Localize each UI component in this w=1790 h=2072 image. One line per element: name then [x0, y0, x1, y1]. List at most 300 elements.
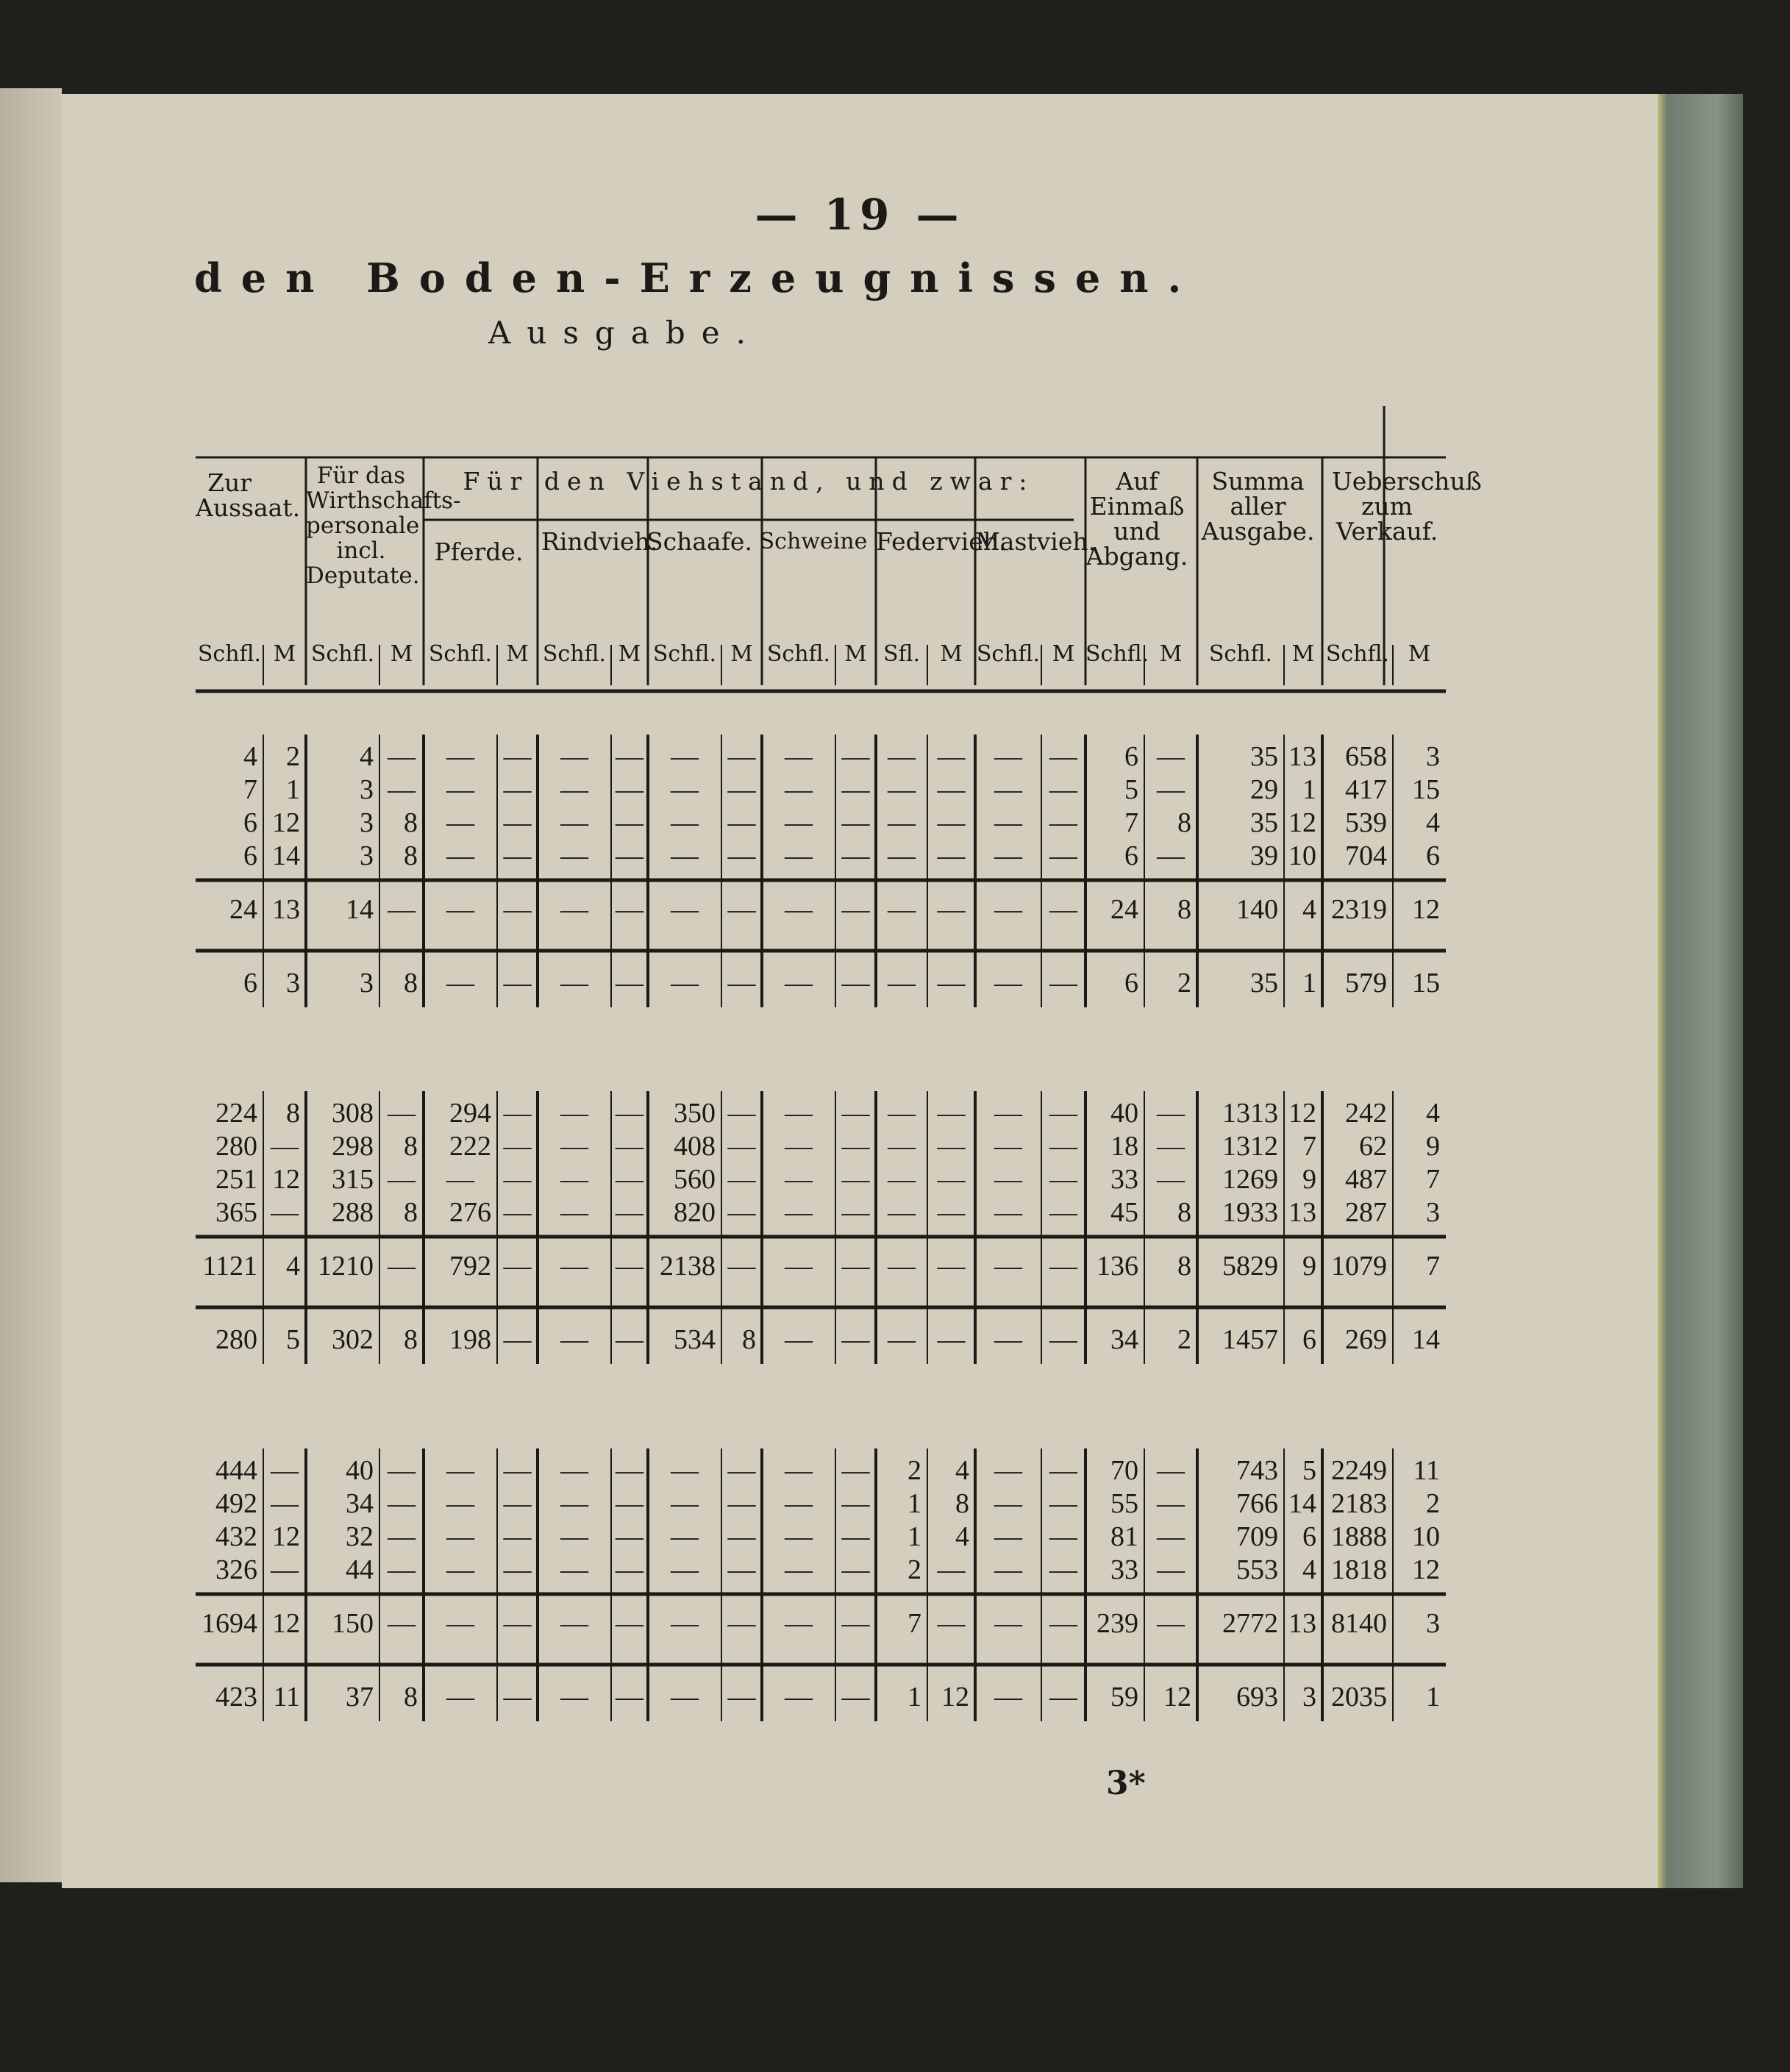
data-cell: 1269 [1222, 1164, 1278, 1195]
data-cell: — [671, 1554, 699, 1585]
data-cell: — [446, 774, 474, 805]
data-cell: — [888, 807, 916, 838]
total-cell: 150 [332, 1608, 374, 1639]
data-cell: 9 [1426, 1131, 1440, 1162]
data-cell: — [1049, 1164, 1077, 1195]
data-cell: — [1049, 741, 1077, 772]
data-cell: — [503, 840, 532, 871]
total-cell: — [446, 1608, 474, 1639]
average-cell: — [994, 1324, 1022, 1355]
data-cell: — [671, 1488, 699, 1519]
data-cell: — [1049, 807, 1077, 838]
data-cell: 8 [404, 1131, 418, 1162]
data-cell: — [503, 1098, 532, 1129]
data-cell: — [503, 1131, 532, 1162]
total-cell: 5829 [1222, 1251, 1278, 1282]
average-cell: — [1049, 968, 1077, 999]
data-cell: 35 [1250, 741, 1278, 772]
data-cell: — [937, 774, 966, 805]
data-cell: — [560, 1197, 588, 1228]
data-cell: — [503, 774, 532, 805]
average-cell: — [616, 968, 643, 999]
average-cell: 8 [404, 1324, 418, 1355]
total-cell: 239 [1097, 1608, 1138, 1639]
data-cell: 288 [332, 1197, 374, 1228]
total-cell: — [671, 1608, 699, 1639]
data-cell: 294 [449, 1098, 491, 1129]
data-cell: 70 [1110, 1455, 1138, 1486]
total-cell: 14 [346, 894, 374, 925]
data-cell: 539 [1345, 807, 1387, 838]
average-cell: — [1049, 1324, 1077, 1355]
data-cell: 39 [1250, 840, 1278, 871]
data-cell: 3 [1426, 1197, 1440, 1228]
header-pigs: Schweine [759, 529, 868, 554]
total-cell: — [1049, 1251, 1077, 1282]
data-cell: — [785, 1554, 813, 1585]
unit-label: Schfl. [1208, 641, 1273, 667]
data-cell: — [271, 1197, 299, 1228]
average-cell: 6 [1302, 1324, 1316, 1355]
data-cell: — [503, 1488, 532, 1519]
data-cell: 12 [1412, 1554, 1440, 1585]
data-cell: 44 [346, 1554, 374, 1585]
data-cell: 10 [1412, 1521, 1440, 1552]
data-cell: — [785, 1521, 813, 1552]
average-cell: — [560, 968, 588, 999]
data-cell: 40 [346, 1455, 374, 1486]
data-cell: 6 [243, 840, 257, 871]
data-cell: 308 [332, 1098, 374, 1129]
data-cell: — [1049, 1455, 1077, 1486]
data-cell: — [560, 1098, 588, 1129]
unit-label: M [390, 641, 413, 667]
data-cell: 553 [1236, 1554, 1278, 1585]
data-cell: 492 [215, 1488, 257, 1519]
data-cell: — [503, 1554, 532, 1585]
data-cell: — [616, 840, 643, 871]
total-cell: 7 [908, 1608, 921, 1639]
header-surplus: Ueberschuß zum Verkauf. [1332, 467, 1482, 546]
data-cell: 1 [908, 1521, 921, 1552]
data-cell: 29 [1250, 774, 1278, 805]
data-cell: 658 [1345, 741, 1387, 772]
data-cell: — [1049, 1197, 1077, 1228]
data-cell: — [937, 807, 966, 838]
total-cell: 13 [272, 894, 300, 925]
data-cell: 251 [215, 1164, 257, 1195]
data-cell: — [671, 807, 699, 838]
header-total-expenditure: Summa aller Ausgabe. [1201, 467, 1315, 546]
data-cell: — [503, 1521, 532, 1552]
unit-label: Schfl. [1325, 641, 1390, 667]
data-cell: — [388, 774, 416, 805]
average-cell: 2035 [1331, 1682, 1387, 1712]
data-cell: — [616, 774, 643, 805]
data-cell: — [785, 1197, 813, 1228]
data-cell: 4 [1302, 1554, 1316, 1585]
total-cell: — [841, 894, 870, 925]
data-cell: 15 [1412, 774, 1440, 805]
total-cell: 140 [1236, 894, 1278, 925]
data-cell: — [727, 1455, 756, 1486]
data-cell: 417 [1345, 774, 1387, 805]
data-cell: — [388, 1455, 416, 1486]
data-cell: 55 [1110, 1488, 1138, 1519]
data-cell: 62 [1359, 1131, 1387, 1162]
data-cell: — [785, 774, 813, 805]
data-cell: 326 [215, 1554, 257, 1585]
data-cell: — [616, 1197, 643, 1228]
data-cell: — [1157, 774, 1185, 805]
data-cell: 7 [1302, 1131, 1316, 1162]
data-cell: — [785, 741, 813, 772]
unit-label: Schfl. [976, 641, 1041, 667]
average-cell: 1 [1426, 1682, 1440, 1712]
data-cell: 4 [243, 741, 257, 772]
data-cell: 7 [243, 774, 257, 805]
data-cell: 6 [1124, 741, 1138, 772]
data-cell: — [503, 1455, 532, 1486]
total-cell: — [994, 1608, 1022, 1639]
average-cell: — [446, 1682, 474, 1712]
data-cell: — [841, 807, 870, 838]
data-cell: 709 [1236, 1521, 1278, 1552]
average-cell: — [785, 968, 813, 999]
data-cell: 5 [1302, 1455, 1316, 1486]
total-cell: — [503, 1251, 532, 1282]
data-cell: — [446, 1455, 474, 1486]
data-cell: — [446, 840, 474, 871]
total-cell: 8 [1177, 1251, 1191, 1282]
data-cell: 33 [1110, 1164, 1138, 1195]
data-cell: 560 [674, 1164, 716, 1195]
header-staff: Für das Wirthschafts-personale incl. Deputate. [306, 462, 461, 589]
data-cell: — [1049, 1554, 1077, 1585]
unit-label: Schfl. [310, 641, 375, 667]
average-cell: — [616, 1682, 643, 1712]
data-cell: — [1049, 774, 1077, 805]
data-cell: — [1049, 1131, 1077, 1162]
data-cell: 6 [1124, 840, 1138, 871]
data-cell: 13 [1288, 1197, 1316, 1228]
header-horses: Pferde. [434, 537, 524, 566]
total-cell: 3 [1426, 1608, 1440, 1639]
average-cell: 5 [286, 1324, 300, 1355]
data-cell: 40 [1110, 1098, 1138, 1129]
average-cell: 302 [332, 1324, 374, 1355]
data-cell: — [1157, 840, 1185, 871]
average-cell: — [727, 968, 756, 999]
data-cell: — [616, 1554, 643, 1585]
total-cell: — [503, 1608, 532, 1639]
data-cell: — [1049, 1488, 1077, 1519]
data-cell: — [616, 1098, 643, 1129]
data-cell: — [446, 1488, 474, 1519]
facing-page-edge [0, 88, 62, 1882]
data-cell: 33 [1110, 1554, 1138, 1585]
page-number: — 19 — [755, 190, 965, 240]
data-cell: 18 [1110, 1131, 1138, 1162]
data-cell: — [1157, 1455, 1185, 1486]
total-cell: — [616, 894, 643, 925]
data-cell: — [271, 1488, 299, 1519]
average-cell: — [560, 1324, 588, 1355]
data-cell: — [560, 807, 588, 838]
average-cell: 12 [941, 1682, 969, 1712]
unit-label: Sfl. [882, 641, 921, 667]
data-cell: — [271, 1455, 299, 1486]
data-cell: — [388, 1521, 416, 1552]
data-cell: — [560, 774, 588, 805]
data-cell: — [785, 1164, 813, 1195]
data-cell: 8 [404, 807, 418, 838]
data-cell: — [671, 1455, 699, 1486]
data-cell: 1 [1302, 774, 1316, 805]
data-cell: — [560, 1455, 588, 1486]
data-cell: — [841, 1098, 870, 1129]
data-cell: 1312 [1222, 1131, 1278, 1162]
total-cell: — [727, 894, 756, 925]
total-cell: — [841, 1608, 870, 1639]
average-cell: 6 [243, 968, 257, 999]
data-cell: 3 [360, 840, 374, 871]
data-cell: — [841, 1164, 870, 1195]
data-cell: 1 [908, 1488, 921, 1519]
data-cell: — [888, 1197, 916, 1228]
total-cell: — [560, 1608, 588, 1639]
average-cell: 37 [346, 1682, 374, 1712]
average-cell: — [888, 1324, 916, 1355]
average-cell: — [560, 1682, 588, 1712]
average-cell: 2 [1177, 968, 1191, 999]
total-cell: — [671, 894, 699, 925]
data-cell: — [727, 807, 756, 838]
unit-label: M [1052, 641, 1075, 667]
data-cell: — [616, 1164, 643, 1195]
total-cell: — [937, 1251, 966, 1282]
average-cell: 280 [215, 1324, 257, 1355]
data-cell: — [671, 1521, 699, 1552]
average-cell: 579 [1345, 968, 1387, 999]
data-cell: — [560, 1554, 588, 1585]
total-cell: — [1157, 1608, 1185, 1639]
average-cell: — [888, 968, 916, 999]
average-cell: 6 [1124, 968, 1138, 999]
data-cell: 8 [955, 1488, 969, 1519]
unit-label: M [1408, 641, 1431, 667]
data-cell: — [785, 1098, 813, 1129]
data-cell: — [888, 741, 916, 772]
data-cell: 3 [360, 807, 374, 838]
total-cell: 1121 [202, 1251, 257, 1282]
data-cell: — [560, 1521, 588, 1552]
average-cell: — [503, 968, 532, 999]
total-cell: 9 [1302, 1251, 1316, 1282]
header-seed: Zur Aussaat. [196, 468, 301, 522]
average-cell: 3 [1302, 1682, 1316, 1712]
total-cell: — [888, 1251, 916, 1282]
data-cell: — [994, 1197, 1022, 1228]
data-cell: 8 [404, 840, 418, 871]
data-cell: 766 [1236, 1488, 1278, 1519]
data-cell: — [888, 1131, 916, 1162]
data-cell: — [671, 774, 699, 805]
unit-label: Schfl. [428, 641, 493, 667]
data-cell: — [503, 1197, 532, 1228]
data-cell: — [785, 1131, 813, 1162]
data-cell: 408 [674, 1131, 716, 1162]
data-cell: — [888, 1164, 916, 1195]
total-cell: 12 [1412, 894, 1440, 925]
total-cell: 7 [1426, 1251, 1440, 1282]
header-loss: Auf Einmaß und Abgang. [1085, 467, 1188, 571]
running-title: den Boden-Erzeugnissen. [194, 254, 1201, 301]
total-cell: — [785, 1251, 813, 1282]
total-cell: — [1049, 1608, 1077, 1639]
data-cell: 242 [1345, 1098, 1387, 1129]
total-cell: 4 [286, 1251, 300, 1282]
data-cell: — [560, 741, 588, 772]
data-cell: 2 [908, 1554, 921, 1585]
data-cell: — [446, 1521, 474, 1552]
data-cell: 1 [286, 774, 300, 805]
data-cell: 81 [1110, 1521, 1138, 1552]
data-cell: — [727, 1488, 756, 1519]
total-cell: 2772 [1222, 1608, 1278, 1639]
data-cell: — [994, 774, 1022, 805]
unit-label: M [1159, 641, 1183, 667]
average-cell: — [503, 1682, 532, 1712]
signature-mark: 3* [1106, 1765, 1146, 1802]
data-cell: 4 [1426, 1098, 1440, 1129]
data-cell: — [616, 1455, 643, 1486]
average-cell: 269 [1345, 1324, 1387, 1355]
total-cell: — [616, 1251, 643, 1282]
average-cell: — [446, 968, 474, 999]
data-cell: 298 [332, 1131, 374, 1162]
data-cell: — [1157, 1554, 1185, 1585]
total-cell: 792 [449, 1251, 491, 1282]
data-cell: — [616, 741, 643, 772]
data-cell: — [388, 1164, 416, 1195]
data-cell: — [841, 1554, 870, 1585]
average-cell: — [785, 1324, 813, 1355]
data-cell: 4 [955, 1521, 969, 1552]
total-cell: — [727, 1608, 756, 1639]
unit-label: M [506, 641, 529, 667]
data-cell: 6 [1302, 1521, 1316, 1552]
data-cell: — [1157, 741, 1185, 772]
data-cell: — [616, 807, 643, 838]
header-livestock-group: Für den Viehstand, und zwar: [463, 467, 1035, 496]
data-cell: — [994, 807, 1022, 838]
data-cell: 280 [215, 1131, 257, 1162]
total-cell: — [937, 894, 966, 925]
data-cell: — [841, 741, 870, 772]
data-cell: — [446, 1164, 474, 1195]
average-cell: — [785, 1682, 813, 1712]
average-cell: 8 [404, 1682, 418, 1712]
total-cell: — [446, 894, 474, 925]
total-cell: — [388, 1251, 416, 1282]
unit-label: M [273, 641, 296, 667]
data-cell: 34 [346, 1488, 374, 1519]
total-cell: — [888, 894, 916, 925]
average-cell: 534 [674, 1324, 716, 1355]
data-cell: — [671, 840, 699, 871]
data-cell: — [560, 1164, 588, 1195]
average-cell: 1457 [1222, 1324, 1278, 1355]
data-cell: — [1049, 1521, 1077, 1552]
total-cell: — [616, 1608, 643, 1639]
data-cell: 4 [1426, 807, 1440, 838]
data-cell: 1888 [1331, 1521, 1387, 1552]
data-cell: — [727, 1098, 756, 1129]
data-cell: 2 [1426, 1488, 1440, 1519]
total-cell: 4 [1302, 894, 1316, 925]
data-cell: 14 [1288, 1488, 1316, 1519]
data-cell: 2249 [1331, 1455, 1387, 1486]
data-cell: 1933 [1222, 1197, 1278, 1228]
data-cell: — [937, 840, 966, 871]
unit-label: M [940, 641, 963, 667]
data-cell: — [785, 840, 813, 871]
data-cell: 8 [1177, 1197, 1191, 1228]
data-cell: — [727, 840, 756, 871]
data-cell: — [841, 1131, 870, 1162]
total-cell: — [503, 894, 532, 925]
data-cell: — [727, 1164, 756, 1195]
data-cell: — [560, 1488, 588, 1519]
data-cell: — [937, 1197, 966, 1228]
average-cell: 14 [1412, 1324, 1440, 1355]
data-cell: 444 [215, 1455, 257, 1486]
data-cell: 5 [1124, 774, 1138, 805]
average-cell: — [841, 1324, 870, 1355]
data-cell: 315 [332, 1164, 374, 1195]
data-cell: — [727, 1554, 756, 1585]
unit-label: M [844, 641, 867, 667]
header-poultry: Federvieh. [876, 527, 1007, 556]
data-cell: 365 [215, 1197, 257, 1228]
total-cell: — [388, 1608, 416, 1639]
data-cell: — [994, 840, 1022, 871]
average-cell: — [671, 1682, 699, 1712]
total-cell: — [841, 1251, 870, 1282]
data-cell: — [994, 1131, 1022, 1162]
data-cell: — [937, 741, 966, 772]
data-cell: — [888, 774, 916, 805]
data-cell: — [888, 1098, 916, 1129]
average-cell: 34 [1110, 1324, 1138, 1355]
total-cell: — [727, 1251, 756, 1282]
data-cell: — [616, 1488, 643, 1519]
total-cell: — [560, 1251, 588, 1282]
data-cell: — [1157, 1164, 1185, 1195]
average-cell: 3 [286, 968, 300, 999]
data-cell: — [727, 1197, 756, 1228]
data-cell: 432 [215, 1521, 257, 1552]
data-cell: — [388, 1488, 416, 1519]
table-subtitle: Ausgabe. [488, 315, 762, 351]
total-cell: — [560, 894, 588, 925]
data-cell: — [727, 1521, 756, 1552]
average-cell: 59 [1110, 1682, 1138, 1712]
total-cell: 1210 [318, 1251, 374, 1282]
average-cell: — [616, 1324, 643, 1355]
data-cell: — [841, 1521, 870, 1552]
